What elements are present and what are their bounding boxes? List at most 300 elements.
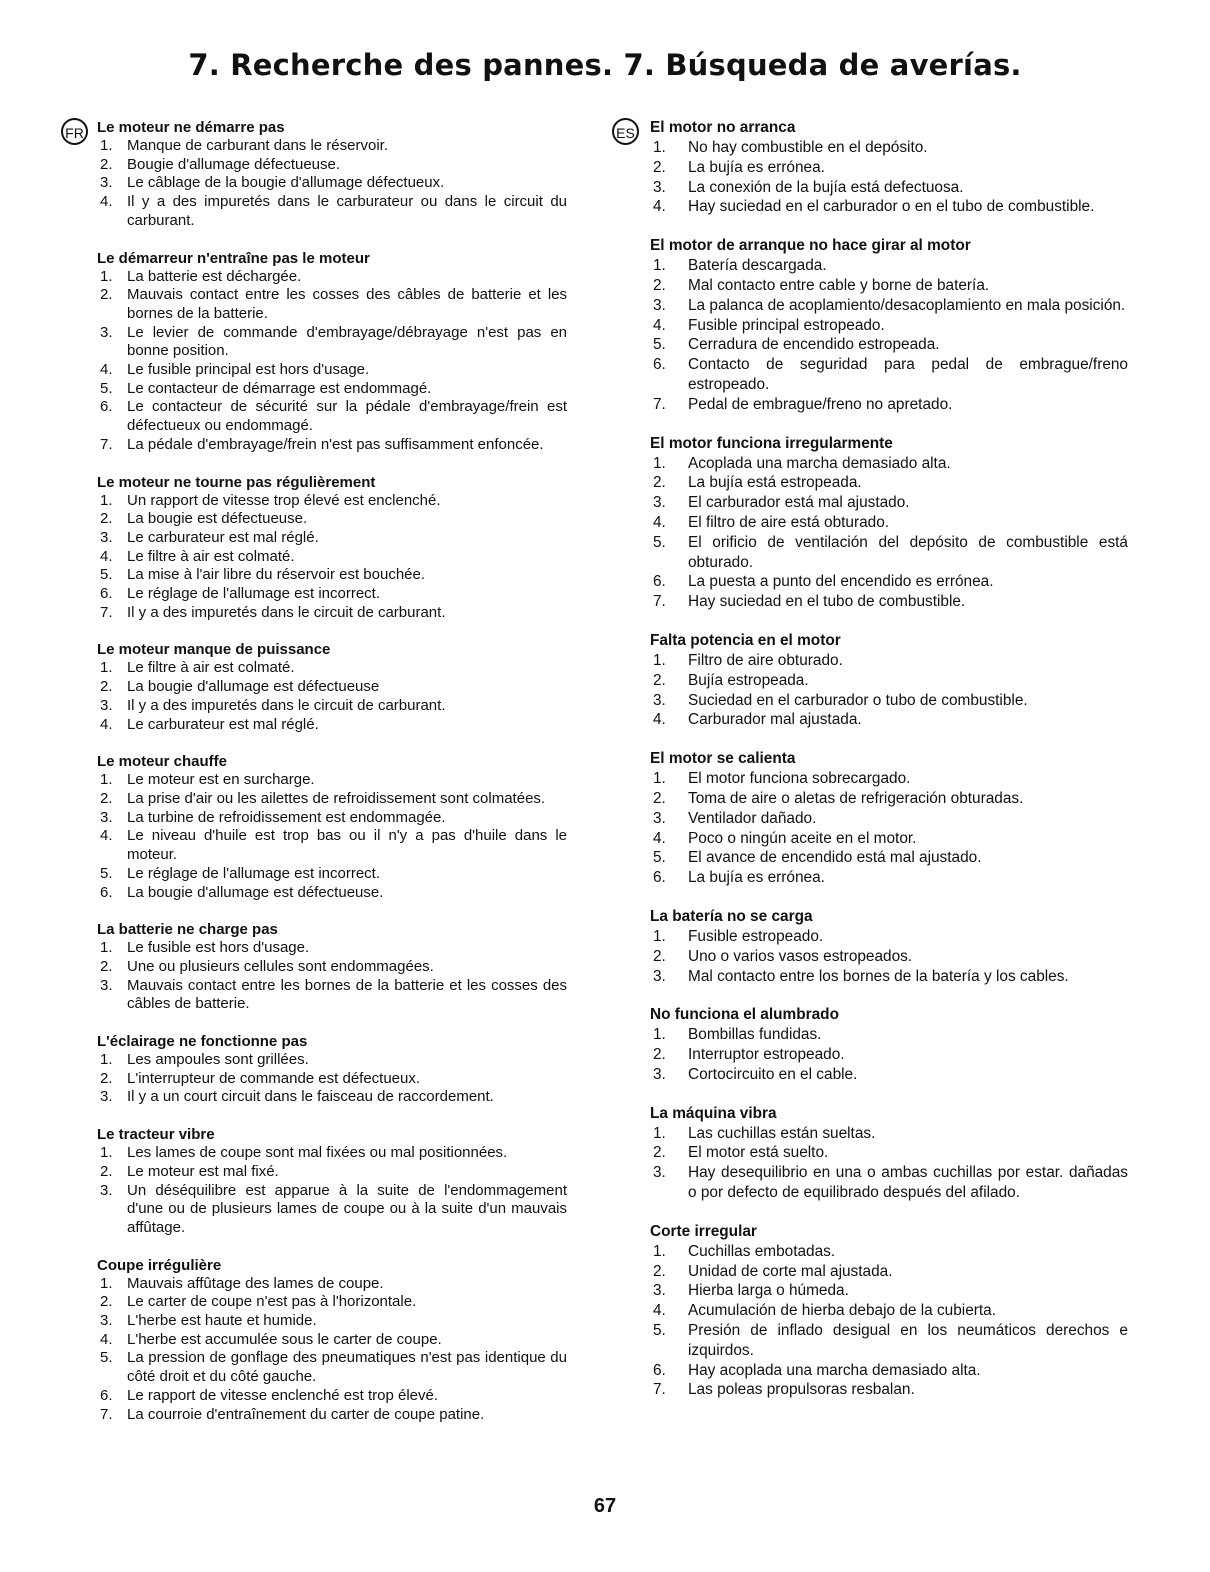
list-item: [97, 268, 567, 287]
list-item-text: La bougie d'allumage est défectueuse: [127, 678, 380, 696]
list-item-number: 3.: [653, 691, 666, 709]
section-heading: No funciona el alumbrado: [650, 1006, 839, 1024]
list-item-text: La pression de gonflage des pneumatiques n'est pas identique du côté droit et du côté gauche.: [127, 1349, 567, 1386]
list-item-text: Uno o varios vasos estropeados.: [688, 947, 913, 965]
list-item: [650, 572, 1128, 592]
troubleshooting-section: [97, 249, 567, 455]
list-item-number: 2.: [653, 158, 666, 176]
list-item-number: 1.: [100, 1051, 113, 1069]
list-item: [650, 513, 1128, 533]
list-item-text: Hierba larga o húmeda.: [688, 1282, 849, 1300]
list-item-number: 1.: [100, 1144, 113, 1162]
list-item-number: 2.: [100, 286, 113, 304]
fr-sections: [97, 118, 567, 1424]
list-item-number: 7.: [653, 1381, 666, 1399]
section-heading: Le tracteur vibre: [97, 1126, 215, 1144]
list-item: [97, 193, 567, 230]
list-item-text: La bujía está estropeada.: [688, 474, 862, 492]
list-item: [97, 716, 567, 735]
list-item: [650, 316, 1128, 336]
section-heading: El motor funciona irregularmente: [650, 434, 893, 452]
list-item: [97, 1163, 567, 1182]
list-item: [650, 1321, 1128, 1361]
cause-list: [97, 492, 567, 623]
list-item: [650, 1065, 1128, 1085]
list-item: [97, 827, 567, 864]
list-item-text: Le câblage de la bougie d'allumage défectueux.: [127, 174, 445, 192]
list-item-number: 4.: [100, 193, 113, 211]
list-item-number: 2.: [100, 789, 113, 807]
list-item: [650, 829, 1128, 849]
list-item: [650, 158, 1128, 178]
list-item-number: 1.: [100, 267, 113, 285]
list-item-number: 4.: [653, 829, 666, 847]
list-item-number: 6.: [100, 585, 113, 603]
list-item: [650, 178, 1128, 198]
list-item-text: Le réglage de l'allumage est incorrect.: [127, 585, 381, 603]
list-item: [650, 197, 1128, 217]
list-item: [650, 947, 1128, 967]
list-item-number: 7.: [100, 1405, 113, 1423]
list-item-number: 3.: [100, 1181, 113, 1199]
section-heading: Le démarreur n'entraîne pas le moteur: [97, 249, 370, 267]
list-item-number: 5.: [653, 533, 666, 551]
list-item: [97, 1406, 567, 1425]
list-item: [650, 1281, 1128, 1301]
list-item-number: 1.: [100, 491, 113, 509]
list-item-text: La batterie est déchargée.: [127, 267, 302, 285]
list-item-text: La bujía es errónea.: [688, 869, 825, 887]
troubleshooting-section: [97, 473, 567, 623]
list-item-number: 3.: [653, 1282, 666, 1300]
list-item-number: 3.: [100, 976, 113, 994]
list-item-number: 1.: [100, 771, 113, 789]
section-heading: Corte irregular: [650, 1222, 757, 1240]
list-item-number: 2.: [653, 276, 666, 294]
list-item: [650, 868, 1128, 888]
list-item-text: Hay suciedad en el carburador o en el tubo de combustible.: [688, 198, 1095, 216]
cause-list: [97, 137, 567, 231]
list-item-text: Le carburateur est mal réglé.: [127, 528, 319, 546]
troubleshooting-section: [97, 1032, 567, 1107]
cause-list: [97, 659, 567, 734]
list-item-text: Fusible estropeado.: [688, 927, 824, 945]
list-item: [650, 276, 1128, 296]
list-item: [650, 1242, 1128, 1262]
list-item-text: La prise d'air ou les ailettes de refroidissement sont colmatées.: [127, 789, 546, 807]
list-item-text: Cuchillas embotadas.: [688, 1242, 836, 1260]
list-item: [650, 256, 1128, 276]
list-item-number: 2.: [100, 1069, 113, 1087]
es-sections: [650, 118, 1128, 1400]
list-item-number: 2.: [653, 1262, 666, 1280]
list-item: [97, 1275, 567, 1294]
list-item-number: 4.: [100, 547, 113, 565]
list-item-number: 1.: [100, 1274, 113, 1292]
list-item-text: La bougie est défectueuse.: [127, 510, 308, 528]
list-item: [650, 1163, 1128, 1203]
list-item-number: 3.: [653, 494, 666, 512]
list-item-text: Suciedad en el carburador o tubo de combustible.: [688, 691, 1028, 709]
list-item-text: El motor funciona sobrecargado.: [688, 770, 911, 788]
list-item: [97, 1312, 567, 1331]
list-item-number: 7.: [100, 435, 113, 453]
list-item-text: Interruptor estropeado.: [688, 1046, 845, 1064]
list-item-number: 2.: [100, 1293, 113, 1311]
list-item-number: 7.: [653, 395, 666, 413]
list-item: [650, 1262, 1128, 1282]
list-item-text: No hay combustible en el depósito.: [688, 139, 928, 156]
list-item-text: El motor está suelto.: [688, 1144, 829, 1162]
list-item-text: Cortocircuito en el cable.: [688, 1065, 858, 1083]
list-item-number: 1.: [653, 454, 666, 472]
troubleshooting-section: [97, 920, 567, 1014]
list-item-text: La bougie d'allumage est défectueuse.: [127, 883, 384, 901]
list-item: [97, 566, 567, 585]
list-item-number: 3.: [100, 808, 113, 826]
list-item-number: 3.: [100, 1312, 113, 1330]
list-item: [650, 355, 1128, 395]
list-item-number: 3.: [653, 1065, 666, 1083]
list-item-number: 2.: [653, 947, 666, 965]
list-item-text: Le contacteur de sécurité sur la pédale d'embrayage/frein est défectueux ou endommagé.: [127, 398, 567, 435]
list-item-number: 3.: [653, 296, 666, 314]
list-item-number: 4.: [653, 1302, 666, 1320]
troubleshooting-section: [650, 631, 1128, 730]
list-item: [97, 865, 567, 884]
list-item-text: Les ampoules sont grillées.: [127, 1051, 309, 1069]
list-item-text: Mal contacto entre los bornes de la batería y los cables.: [688, 967, 1069, 985]
list-item: [97, 958, 567, 977]
list-item-number: 3.: [653, 809, 666, 827]
list-item-text: Il y a des impuretés dans le circuit de carburant.: [127, 603, 446, 621]
list-item-number: 1.: [100, 137, 113, 154]
list-item-number: 7.: [100, 603, 113, 621]
list-item-number: 6.: [653, 869, 666, 887]
list-item-number: 4.: [100, 715, 113, 733]
list-item-text: L'herbe est haute et humide.: [127, 1312, 317, 1330]
fr-language-icon: FR: [61, 118, 88, 145]
list-item: [97, 1144, 567, 1163]
list-item: [650, 533, 1128, 573]
list-item: [97, 585, 567, 604]
list-item-text: Hay desequilibrio en una o ambas cuchillas por estar. dañadas o por defecto de equilibrado después del afilado.: [688, 1164, 1128, 1202]
section-heading: Le moteur chauffe: [97, 753, 228, 771]
column-fr: [65, 118, 567, 1442]
list-item-text: Mal contacto entre cable y borne de batería.: [688, 276, 990, 294]
troubleshooting-section: [650, 236, 1128, 414]
list-item-number: 6.: [653, 356, 666, 374]
list-item: [97, 1293, 567, 1312]
list-item-text: Le fusible principal est hors d'usage.: [127, 361, 370, 379]
list-item-text: Cerradura de encendido estropeada.: [688, 336, 940, 354]
troubleshooting-section: [650, 749, 1128, 888]
list-item-number: 1.: [653, 927, 666, 945]
cause-list: [97, 1051, 567, 1107]
cause-list: [650, 138, 1128, 217]
list-item-number: 5.: [100, 566, 113, 584]
section-heading: La batería no se carga: [650, 907, 813, 925]
list-item: [650, 473, 1128, 493]
troubleshooting-section: [650, 1222, 1128, 1400]
section-heading: El motor no arranca: [650, 119, 796, 136]
list-item: [97, 436, 567, 455]
list-item-text: La bujía es errónea.: [688, 158, 825, 176]
list-item-text: La courroie d'entraînement du carter de coupe patine.: [127, 1405, 485, 1423]
list-item-text: La conexión de la bujía está defectuosa.: [688, 178, 964, 196]
list-item: [650, 1025, 1128, 1045]
list-item: [97, 361, 567, 380]
list-item: [650, 769, 1128, 789]
list-item-text: Bujía estropeada.: [688, 671, 809, 689]
list-item-text: Hay acoplada una marcha demasiado alta.: [688, 1361, 981, 1379]
list-item-text: La puesta a punto del encendido es errónea.: [688, 573, 994, 591]
list-item-number: 2.: [100, 678, 113, 696]
list-item-number: 6.: [100, 1386, 113, 1404]
list-item-number: 2.: [100, 1162, 113, 1180]
list-item: [97, 1051, 567, 1070]
section-heading: L'éclairage ne fonctionne pas: [97, 1033, 308, 1051]
list-item-number: 1.: [653, 651, 666, 669]
list-item-number: 1.: [100, 939, 113, 957]
section-heading: La máquina vibra: [650, 1104, 777, 1122]
list-item: [650, 651, 1128, 671]
list-item: [97, 492, 567, 511]
list-item-text: Pedal de embrague/freno no apretado.: [688, 395, 953, 413]
list-item: [650, 1301, 1128, 1321]
list-item: [97, 1088, 567, 1107]
list-item-text: Le carburateur est mal réglé.: [127, 715, 319, 733]
list-item-number: 4.: [653, 513, 666, 531]
list-item: [97, 529, 567, 548]
list-item-number: 1.: [653, 1026, 666, 1044]
list-item-text: La mise à l'air libre du réservoir est bouchée.: [127, 566, 426, 584]
list-item-number: 6.: [653, 1361, 666, 1379]
list-item-number: 5.: [100, 864, 113, 882]
list-item-text: Carburador mal ajustada.: [688, 711, 862, 729]
column-es: [616, 118, 1128, 1419]
list-item: [650, 1143, 1128, 1163]
list-item: [97, 1070, 567, 1089]
list-item-text: Le filtre à air est colmaté.: [127, 659, 295, 677]
list-item: [97, 510, 567, 529]
list-item-number: 4.: [653, 198, 666, 216]
list-item-number: 4.: [100, 1330, 113, 1348]
list-item: [97, 137, 567, 156]
list-item-number: 4.: [653, 711, 666, 729]
list-item-number: 2.: [653, 1144, 666, 1162]
list-item-text: La palanca de acoplamiento/desacoplamiento en mala posición.: [688, 296, 1126, 314]
list-item-text: Fusible principal estropeado.: [688, 316, 885, 334]
list-item-text: Les lames de coupe sont mal fixées ou mal positionnées.: [127, 1144, 508, 1162]
list-item-text: Un déséquilibre est apparue à la suite de l'endommagement d'une ou de plusieurs lames de coupe ou à la suite d'un mauvais affûtage.: [127, 1181, 567, 1236]
list-item-text: Un rapport de vitesse trop élevé est enclenché.: [127, 491, 441, 509]
list-item-number: 2.: [653, 1046, 666, 1064]
list-item: [97, 324, 567, 361]
list-item-text: Le levier de commande d'embrayage/débrayage n'est pas en bonne position.: [127, 323, 567, 360]
list-item-text: Unidad de corte mal ajustada.: [688, 1262, 893, 1280]
list-item: [650, 1124, 1128, 1144]
list-item-text: Hay suciedad en el tubo de combustible.: [688, 593, 966, 611]
list-item: [97, 977, 567, 1014]
troubleshooting-section: [650, 1104, 1128, 1203]
troubleshooting-section: [97, 640, 567, 734]
cause-list: [650, 256, 1128, 414]
list-item: [650, 809, 1128, 829]
list-item: [97, 604, 567, 623]
troubleshooting-section: [650, 118, 1128, 217]
list-item-text: Il y a des impuretés dans le circuit de carburant.: [127, 696, 446, 714]
list-item-number: 3.: [100, 528, 113, 546]
list-item-text: Le contacteur de démarrage est endommagé.: [127, 379, 432, 397]
list-item-number: 5.: [653, 849, 666, 867]
section-heading: Le moteur ne tourne pas régulièrement: [97, 473, 376, 491]
list-item-number: 6.: [653, 573, 666, 591]
list-item: [97, 697, 567, 716]
list-item: [97, 398, 567, 435]
list-item-number: 4.: [100, 827, 113, 845]
list-item-text: El avance de encendido está mal ajustado.: [688, 849, 982, 867]
troubleshooting-section: [97, 1125, 567, 1238]
list-item: [97, 286, 567, 323]
list-item: [97, 771, 567, 790]
list-item: [650, 493, 1128, 513]
list-item-text: Las cuchillas están sueltas.: [688, 1124, 876, 1142]
list-item-number: 5.: [653, 336, 666, 354]
list-item-text: Bombillas fundidas.: [688, 1026, 822, 1044]
section-heading: La batterie ne charge pas: [97, 921, 278, 939]
list-item-text: Une ou plusieurs cellules sont endommagées.: [127, 957, 434, 975]
list-item-number: 6.: [100, 398, 113, 416]
list-item: [97, 1349, 567, 1386]
list-item-text: Il y a un court circuit dans le faisceau de raccordement.: [127, 1088, 494, 1106]
list-item: [97, 1387, 567, 1406]
page-title: 7. Recherche des pannes. 7. Búsqueda de averías.: [188, 48, 1022, 82]
list-item-number: 3.: [653, 967, 666, 985]
list-item-number: 1.: [653, 770, 666, 788]
list-item-text: Poco o ningún aceite en el motor.: [688, 829, 917, 847]
list-item: [97, 678, 567, 697]
section-heading: Le moteur manque de puissance: [97, 641, 331, 659]
list-item: [650, 592, 1128, 612]
section-heading: Le moteur ne démarre pas: [97, 119, 285, 136]
list-item-text: Le moteur est en surcharge.: [127, 771, 315, 789]
list-item-number: 2.: [653, 474, 666, 492]
list-item: [97, 380, 567, 399]
list-item-text: L'interrupteur de commande est défectueux.: [127, 1069, 421, 1087]
list-item-number: 2.: [100, 957, 113, 975]
cause-list: [97, 268, 567, 455]
list-item-text: Le réglage de l'allumage est incorrect.: [127, 864, 381, 882]
page-number: 67: [593, 1495, 617, 1517]
cause-list: [97, 771, 567, 902]
list-item: [97, 1331, 567, 1350]
list-item: [97, 790, 567, 809]
list-item: [97, 1182, 567, 1238]
list-item-number: 7.: [653, 593, 666, 611]
list-item: [650, 789, 1128, 809]
list-item-text: Ventilador dañado.: [688, 809, 817, 827]
list-item-number: 3.: [100, 323, 113, 341]
list-item: [650, 454, 1128, 474]
section-heading: El motor de arranque no hace girar al motor: [650, 237, 971, 255]
list-item: [650, 1361, 1128, 1381]
list-item-text: Batería descargada.: [688, 257, 827, 275]
list-item: [650, 1045, 1128, 1065]
list-item-text: El carburador está mal ajustado.: [688, 494, 910, 512]
cause-list: [650, 651, 1128, 730]
list-item-text: Le filtre à air est colmaté.: [127, 547, 295, 565]
cause-list: [97, 1275, 567, 1425]
list-item-number: 2.: [100, 510, 113, 528]
list-item-text: Le carter de coupe n'est pas à l'horizontale.: [127, 1293, 417, 1311]
list-item-number: 4.: [100, 361, 113, 379]
section-heading: Falta potencia en el motor: [650, 631, 841, 649]
list-item: [650, 710, 1128, 730]
list-item-text: L'herbe est accumulée sous le carter de coupe.: [127, 1330, 442, 1348]
list-item-number: 1.: [653, 257, 666, 275]
troubleshooting-section: [650, 434, 1128, 612]
list-item-number: 1.: [653, 1124, 666, 1142]
cause-list: [650, 927, 1128, 986]
list-item: [650, 671, 1128, 691]
list-item-number: 4.: [653, 316, 666, 334]
list-item-number: 3.: [100, 696, 113, 714]
list-item-text: Le niveau d'huile est trop bas ou il n'y a pas d'huile dans le moteur.: [127, 827, 567, 864]
troubleshooting-section: [97, 118, 567, 231]
list-item-text: El orificio de ventilación del depósito de combustible está obturado.: [688, 533, 1128, 571]
list-item-number: 2.: [653, 789, 666, 807]
list-item-text: Toma de aire o aletas de refrigeración obturadas.: [688, 789, 1024, 807]
cause-list: [650, 454, 1128, 612]
troubleshooting-section: [97, 1256, 567, 1425]
es-language-icon: ES: [612, 118, 639, 145]
list-item-number: 5.: [100, 379, 113, 397]
list-item-text: Le rapport de vitesse enclenché est trop élevé.: [127, 1386, 439, 1404]
cause-list: [650, 1124, 1128, 1203]
list-item-text: Mauvais affûtage des lames de coupe.: [127, 1274, 384, 1292]
list-item: [97, 659, 567, 678]
list-item: [97, 939, 567, 958]
list-item-number: 1.: [653, 1242, 666, 1260]
list-item: [650, 967, 1128, 987]
list-item-text: Las poleas propulsoras resbalan.: [688, 1381, 915, 1399]
cause-list: [650, 1025, 1128, 1084]
list-item-text: Mauvais contact entre les cosses des câbles de batterie et les bornes de la batterie.: [127, 286, 567, 322]
list-item-text: Bougie d'allumage défectueuse.: [127, 155, 341, 173]
list-item-text: Le moteur est mal fixé.: [127, 1162, 279, 1180]
list-item: [650, 395, 1128, 415]
list-item: [650, 138, 1128, 158]
list-item-number: 5.: [653, 1322, 666, 1340]
cause-list: [650, 769, 1128, 888]
troubleshooting-section: [97, 752, 567, 902]
list-item-number: 2.: [100, 155, 113, 173]
list-item-number: 3.: [100, 1088, 113, 1106]
list-item: [97, 809, 567, 828]
list-item-text: El filtro de aire está obturado.: [688, 513, 890, 531]
list-item-number: 1.: [653, 139, 666, 156]
list-item: [650, 1380, 1128, 1400]
section-heading: Coupe irrégulière: [97, 1256, 222, 1274]
list-item-text: Contacto de seguridad para pedal de embrague/freno estropeado.: [688, 356, 1128, 393]
list-item: [650, 335, 1128, 355]
list-item-text: Il y a des impuretés dans le carburateur ou dans le circuit du carburant.: [127, 193, 567, 229]
list-item: [97, 548, 567, 567]
list-item-text: Acoplada una marcha demasiado alta.: [688, 454, 951, 472]
cause-list: [97, 939, 567, 1014]
list-item-text: Le fusible est hors d'usage.: [127, 939, 310, 957]
